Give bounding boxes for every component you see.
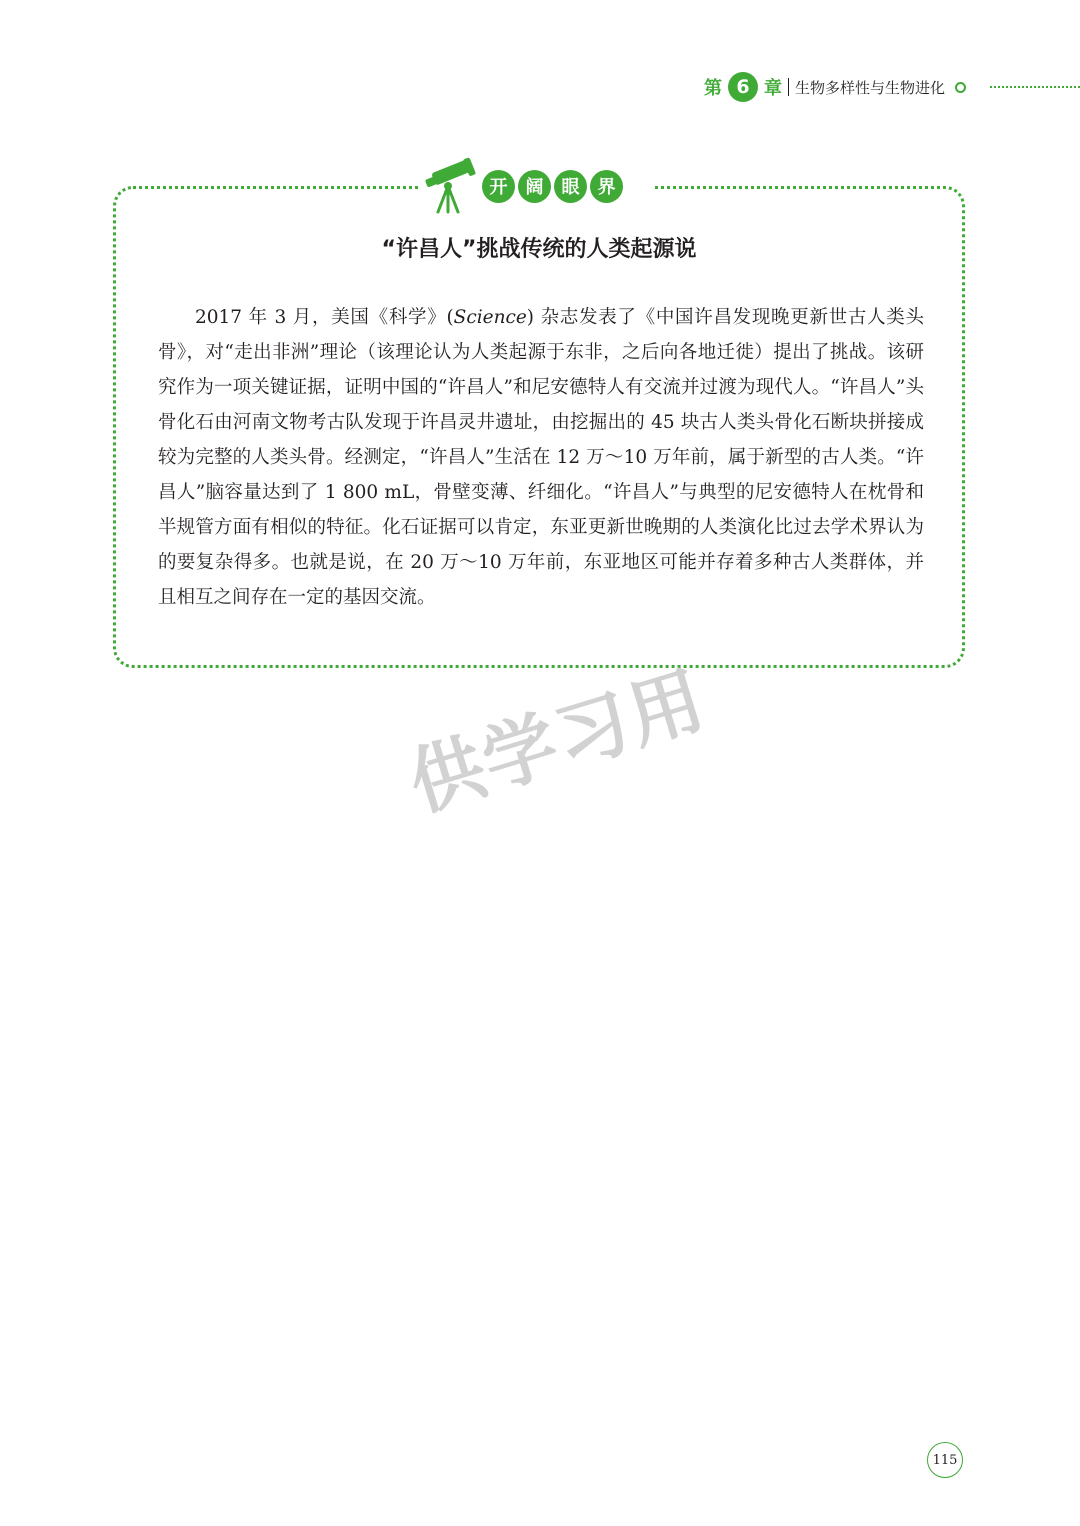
body-text-part1: 2017 年 3 月，美国《科学》( [195,307,454,328]
page-number: 115 [927,1442,963,1478]
article-title: “许昌人”挑战传统的人类起源说 [381,237,697,262]
body-text-part2: ) 杂志发表了《中国许昌发现晚更新世古人类头骨》，对“走出非洲”理论（该理论认为人类起源于东非，之后向各地迁徙）提出了挑战。该研究作为一项关键证据，证明中国的“许昌人”和尼安德特人有交流并过渡为现代人。“许昌人”头骨化石由河南文物考古队发现于许昌灵井遗址，由挖掘出的 45 块古人类头骨化石断块拼接成较为完整的人类头骨。经测定，“许昌人”生活在 12 万～10 万年前，属于新型的古人类。“许昌人”脑容量达到了 1 800 mL，骨壁变薄、纤细化。“许昌人”与典型的尼安德特人在枕骨和半规管方面有相似的特征。化石证据可以肯定，东亚更新世晚期的人类演化比过去学术界认为的要复杂得多。也就是说，在 20 万～10 万年前，东亚地区可能并存着多种古人类群体，并且相互之间存在一定的基因交流。 [158,307,924,608]
body-text-italic: Science [453,307,527,328]
chapter-title: 生物多样性与生物进化 [795,78,946,97]
badge-char: 阔 [518,170,551,203]
telescope-icon [418,156,478,216]
chapter-number-badge: 6 [728,72,758,102]
article-body [158,300,924,615]
ring-icon [955,82,966,93]
watermark: 供学习用 [399,656,716,828]
chapter-suffix: 章 [764,78,782,99]
section-badge [418,156,652,216]
badge-char: 眼 [554,170,587,203]
header-divider [788,78,789,96]
header-dotted-line [990,86,1080,88]
badge-char: 开 [482,170,515,203]
badge-char: 界 [590,170,623,203]
chapter-header [704,70,966,104]
chapter-prefix: 第 [704,78,722,99]
badge-label [482,170,623,203]
